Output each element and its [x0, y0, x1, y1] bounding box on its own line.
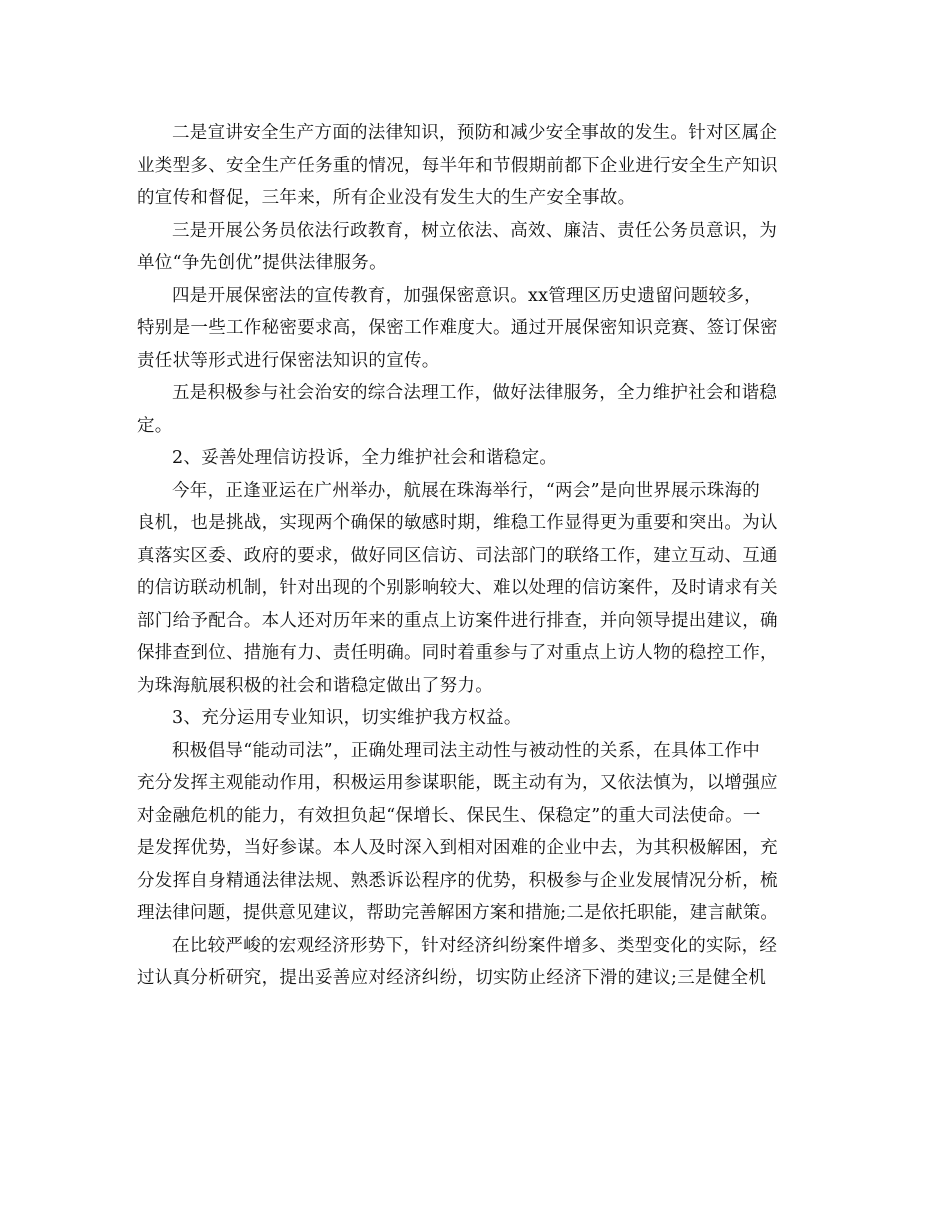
text-line: 在比较严峻的宏观经济形势下，针对经济纠纷案件增多、类型变化的实际，经 — [172, 935, 778, 956]
text-line: 特别是一些工作秘密要求高，保密工作难度大。通过开展保密知识竞赛、签订保密 — [137, 318, 778, 338]
text-line: 今年，正逢亚运在广州举办，航展在珠海举行，“两会”是向世界展示珠海的 — [172, 480, 761, 501]
text-line: 是发挥优势，当好参谋。本人及时深入到相对困难的企业中去，为其积极解困，充 — [137, 838, 778, 858]
document-body — [137, 117, 813, 995]
paragraph — [137, 280, 813, 378]
paragraph — [137, 735, 813, 930]
text-line: 部门给予配合。本人还对历年来的重点上访案件进行排查，并向领导提出建议，确 — [137, 610, 778, 631]
paragraph — [137, 117, 813, 215]
text-line: 四是开展保密法的宣传教育，加强保密意识。xx管理区历史遗留问题较多， — [172, 285, 762, 306]
text-line: 的信访联动机制，针对出现的个别影响较大、难以处理的信访案件，及时请求有关 — [137, 578, 778, 598]
text-line: 定。 — [137, 415, 173, 436]
text-line: 良机，也是挑战，实现两个确保的敏感时期，维稳工作显得更为重要和突出。为认 — [137, 513, 778, 533]
paragraph — [137, 475, 813, 703]
paragraph — [137, 215, 813, 280]
text-line: 为珠海航展积极的社会和谐稳定做出了努力。 — [137, 675, 493, 696]
text-line: 对金融危机的能力，有效担负起“保增长、保民生、保稳定”的重大司法使命。一 — [137, 805, 761, 826]
text-line: 3、充分运用专业知识，切实维护我方权益。 — [172, 708, 522, 728]
text-line: 真落实区委、政府的要求，做好同区信访、司法部门的联络工作，建立互动、互通 — [137, 545, 778, 566]
text-line: 五是积极参与社会治安的综合法理工作，做好法律服务，全力维护社会和谐稳 — [172, 383, 778, 403]
text-line: 业类型多、安全生产任务重的情况，每半年和节假期前都下企业进行安全生产知识 — [137, 155, 778, 176]
section-heading — [137, 442, 813, 475]
text-line: 分发挥自身精通法律法规、熟悉诉讼程序的优势，积极参与企业发展情况分析，梳 — [137, 870, 778, 891]
text-line: 过认真分析研究，提出妥善应对经济纠纷，切实防止经济下滑的建议;三是健全机 — [137, 968, 767, 988]
text-line: 充分发挥主观能动作用，积极运用参谋职能，既主动有为，又依法慎为，以增强应 — [137, 773, 778, 793]
text-line: 二是宣讲安全生产方面的法律知识，预防和减少安全事故的发生。针对区属企 — [172, 123, 778, 143]
text-line: 单位“争先创优”提供法律服务。 — [137, 253, 387, 273]
text-line: 保排查到位、措施有力、责任明确。同时着重参与了对重点上访人物的稳控工作， — [137, 643, 778, 663]
text-line: 积极倡导“能动司法”，正确处理司法主动性与被动性的关系，在具体工作中 — [172, 740, 761, 761]
text-line: 三是开展公务员依法行政教育，树立依法、高效、廉洁、责任公务员意识，为 — [172, 220, 778, 241]
text-line: 2、妥善处理信访投诉，全力维护社会和谐稳定。 — [172, 448, 558, 468]
text-line: 的宣传和督促，三年来，所有企业没有发生大的生产安全事故。 — [137, 188, 636, 208]
text-line: 理法律问题，提供意见建议，帮助完善解困方案和措施;二是依托职能，建言献策。 — [137, 903, 778, 923]
section-heading — [137, 702, 813, 735]
paragraph — [137, 377, 813, 442]
text-line: 责任状等形式进行保密法知识的宣传。 — [137, 350, 440, 371]
paragraph — [137, 930, 813, 995]
